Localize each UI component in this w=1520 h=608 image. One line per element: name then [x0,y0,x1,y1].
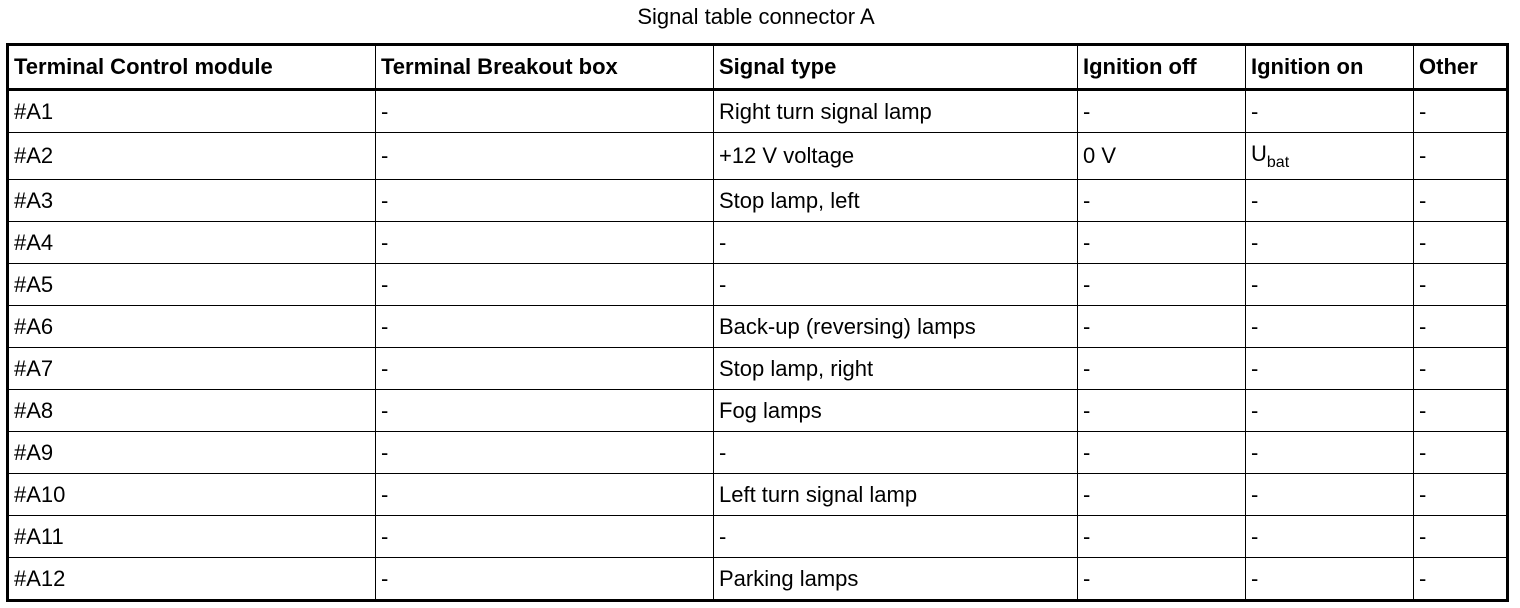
cell-terminal-breakout-box: - [376,558,714,601]
header-terminal-control-module: Terminal Control module [8,45,376,90]
cell-ignition-off: - [1078,222,1246,264]
cell-signal-type: Left turn signal lamp [714,474,1078,516]
cell-terminal-control-module: #A6 [8,306,376,348]
cell-other: - [1414,133,1508,180]
table-row [8,516,1508,558]
cell-terminal-control-module: #A5 [8,264,376,306]
cell-terminal-control-module: #A12 [8,558,376,601]
cell-terminal-breakout-box: - [376,348,714,390]
cell-signal-type: - [714,264,1078,306]
cell-terminal-breakout-box: - [376,516,714,558]
cell-ignition-off: - [1078,558,1246,601]
table-row [8,133,1508,180]
cell-terminal-breakout-box: - [376,180,714,222]
cell-ignition-off: - [1078,390,1246,432]
cell-terminal-breakout-box: - [376,133,714,180]
cell-terminal-control-module: #A7 [8,348,376,390]
cell-terminal-control-module: #A8 [8,390,376,432]
header-signal-type: Signal type [714,45,1078,90]
cell-ignition-off: - [1078,348,1246,390]
table-row [8,432,1508,474]
header-terminal-breakout-box: Terminal Breakout box [376,45,714,90]
cell-signal-type: +12 V voltage [714,133,1078,180]
cell-signal-type: Stop lamp, right [714,348,1078,390]
cell-terminal-breakout-box: - [376,432,714,474]
header-ignition-off: Ignition off [1078,45,1246,90]
signal-table [6,43,1509,602]
cell-ignition-on: - [1246,90,1414,133]
cell-terminal-control-module: #A2 [8,133,376,180]
cell-terminal-breakout-box: - [376,390,714,432]
table-row [8,348,1508,390]
cell-other: - [1414,180,1508,222]
cell-terminal-breakout-box: - [376,474,714,516]
cell-ignition-on: - [1246,264,1414,306]
table-body [8,90,1508,601]
cell-ignition-off: - [1078,432,1246,474]
table-header-row [8,45,1508,90]
cell-subscript: bat [1266,153,1290,171]
cell-terminal-breakout-box: - [376,222,714,264]
cell-signal-type: Back-up (reversing) lamps [714,306,1078,348]
cell-ignition-on: - [1246,348,1414,390]
cell-ignition-on: - [1246,432,1414,474]
cell-other: - [1414,90,1508,133]
cell-ignition-off: - [1078,180,1246,222]
cell-ignition-on: - [1246,390,1414,432]
cell-terminal-breakout-box: - [376,90,714,133]
cell-other: - [1414,516,1508,558]
cell-other: - [1414,390,1508,432]
table-row [8,390,1508,432]
cell-ignition-on: - [1246,222,1414,264]
cell-terminal-control-module: #A10 [8,474,376,516]
table-row [8,180,1508,222]
cell-terminal-control-module: #A3 [8,180,376,222]
header-ignition-on: Ignition on [1246,45,1414,90]
cell-terminal-breakout-box: - [376,306,714,348]
table-caption: Signal table connector A [637,4,875,29]
table-row [8,222,1508,264]
table-row [8,306,1508,348]
cell-other: - [1414,348,1508,390]
cell-other: - [1414,222,1508,264]
cell-ignition-off: - [1078,264,1246,306]
cell-signal-type: - [714,222,1078,264]
cell-terminal-breakout-box: - [376,264,714,306]
cell-ignition-off: - [1078,474,1246,516]
cell-signal-type: - [714,432,1078,474]
header-other: Other [1414,45,1508,90]
cell-ignition-off: 0 V [1078,133,1246,180]
cell-other: - [1414,432,1508,474]
table-row [8,474,1508,516]
cell-signal-type: Parking lamps [714,558,1078,601]
cell-ignition-on: - [1246,516,1414,558]
cell-signal-type: Stop lamp, left [714,180,1078,222]
cell-terminal-control-module: #A4 [8,222,376,264]
table-row [8,90,1508,133]
cell-ignition-off: - [1078,306,1246,348]
cell-other: - [1414,558,1508,601]
cell-ignition-on: - [1246,306,1414,348]
cell-value: U [1251,140,1267,166]
cell-signal-type: Right turn signal lamp [714,90,1078,133]
cell-ignition-off: - [1078,516,1246,558]
cell-terminal-control-module: #A9 [8,432,376,474]
cell-other: - [1414,264,1508,306]
cell-terminal-control-module: #A1 [8,90,376,133]
cell-other: - [1414,474,1508,516]
cell-terminal-control-module: #A11 [8,516,376,558]
cell-signal-type: - [714,516,1078,558]
cell-ignition-on [1246,133,1414,180]
cell-ignition-on: - [1246,180,1414,222]
cell-other: - [1414,306,1508,348]
table-row [8,264,1508,306]
table-row [8,558,1508,601]
cell-signal-type: Fog lamps [714,390,1078,432]
cell-ignition-on: - [1246,474,1414,516]
cell-ignition-on: - [1246,558,1414,601]
cell-ignition-off: - [1078,90,1246,133]
